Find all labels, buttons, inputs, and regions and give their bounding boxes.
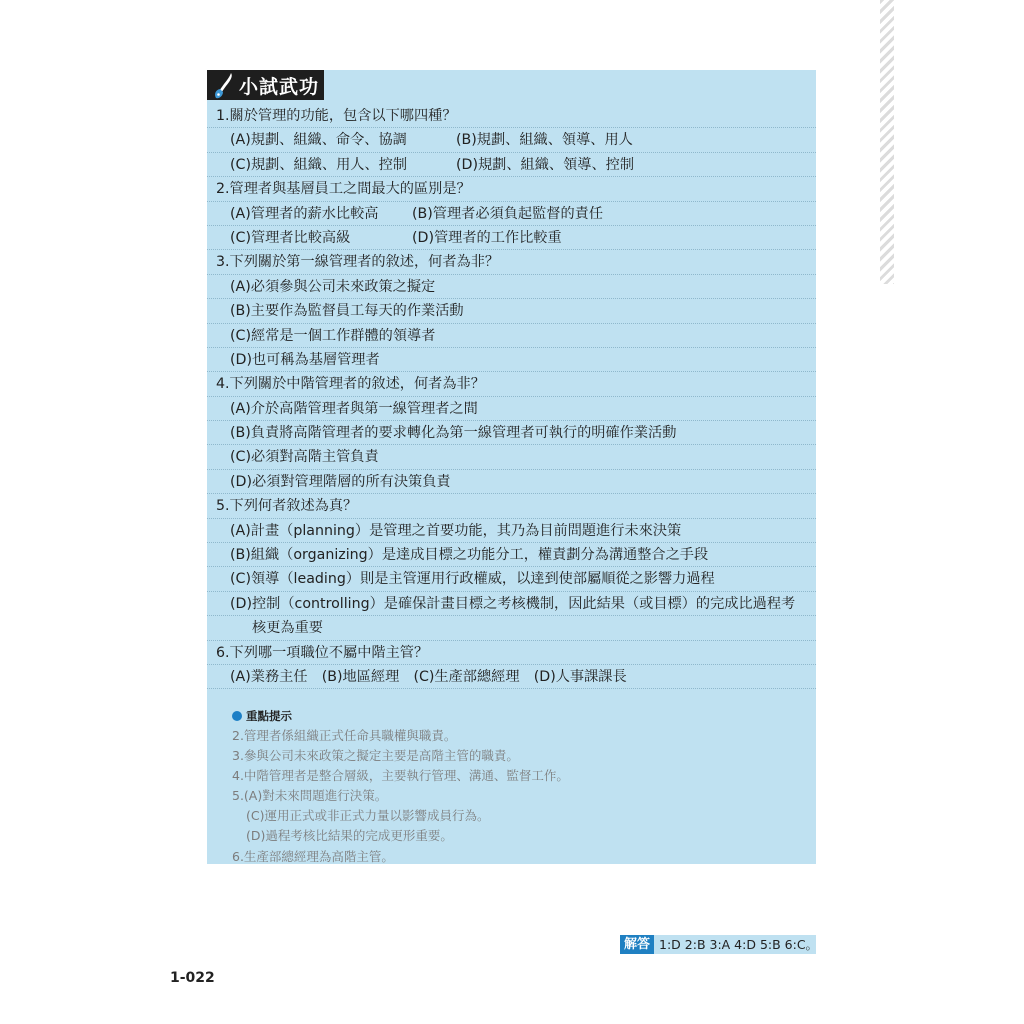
question-2-option-a: (A)管理者的薪水比較高 — [230, 205, 379, 222]
question-5-stem: 5.下列何者敘述為真？ — [207, 494, 816, 518]
key-points-header — [232, 706, 792, 726]
question-2-option-d: (D)管理者的工作比較重 — [412, 229, 562, 246]
question-4-option-a: (A)介於高階管理者與第一線管理者之間 — [207, 397, 816, 421]
key-point-item: 5.(A)對未來問題進行決策。 — [232, 788, 388, 804]
section-title: 小試武功 — [239, 75, 320, 98]
decorative-hatch-stripe — [880, 0, 894, 284]
key-point-item: 6.生產部總經理為高階主管。 — [232, 848, 394, 864]
question-6-stem: 6.下列哪一項職位不屬中階主管？ — [207, 641, 816, 665]
question-1-options-row-2 — [207, 153, 816, 177]
pen-nib-icon — [211, 70, 237, 100]
answer-text: 1:D 2:B 3:A 4:D 5:B 6:C。 — [654, 935, 816, 954]
answer-key — [620, 935, 819, 954]
key-points-title: 重點提示 — [246, 709, 292, 723]
section-title-box — [207, 70, 324, 100]
key-point-item: 2.管理者係組織正式任命具職權與職責。 — [232, 728, 457, 743]
question-3-option-c: (C)經常是一個工作群體的領導者 — [207, 324, 816, 348]
question-2-options-row-2 — [207, 226, 816, 250]
question-5-option-d-continuation: 核更為重要 — [207, 616, 816, 640]
key-point-item: (C)運用正式或非正式力量以影響成員行為。 — [246, 808, 490, 824]
question-5-option-d: (D)控制（controlling）是確保計畫目標之考核機制，因此結果（或目標）的完成比過程考 — [207, 592, 816, 616]
question-6-options: (A)業務主任 (B)地區經理 (C)生產部總經理 (D)人事課課長 — [207, 665, 816, 689]
question-4-option-d: (D)必須對管理階層的所有決策負責 — [207, 470, 816, 494]
page-number: 1-022 — [170, 970, 215, 986]
question-4-option-b: (B)負責將高階管理者的要求轉化為第一線管理者可執行的明確作業活動 — [207, 421, 816, 445]
question-3-option-a: (A)必須參與公司未來政策之擬定 — [207, 275, 816, 299]
question-4-stem: 4.下列關於中階管理者的敘述，何者為非？ — [207, 372, 816, 396]
question-1-stem: 1.關於管理的功能，包含以下哪四種？ — [207, 104, 816, 128]
question-2-option-c: (C)管理者比較高級 — [230, 229, 351, 246]
key-point-item: 3.參與公司未來政策之擬定主要是高階主管的職責。 — [232, 748, 519, 764]
question-5-option-c: (C)領導（leading）則是主管運用行政權威，以達到使部屬順從之影響力過程 — [207, 567, 816, 591]
question-5-option-b: (B)組織（organizing）是達成目標之功能分工，權責劃分為溝通整合之手段 — [207, 543, 816, 567]
question-1-options-row-1 — [207, 128, 816, 152]
question-list — [207, 104, 816, 689]
question-2-options-row-1 — [207, 202, 816, 226]
question-4-option-c: (C)必須對高階主管負責 — [207, 445, 816, 469]
question-3-option-d: (D)也可稱為基層管理者 — [207, 348, 816, 372]
question-2-stem: 2.管理者與基層員工之間最大的區別是？ — [207, 177, 816, 201]
key-point-item: (D)過程考核比結果的完成更形重要。 — [246, 828, 453, 844]
question-1-option-b: (B)規劃、組織、領導、用人 — [456, 132, 633, 149]
key-point-item: 4.中階管理者是整合層級，主要執行管理、溝通、監督工作。 — [232, 768, 569, 784]
question-1-option-d: (D)規劃、組織、領導、控制 — [456, 156, 635, 173]
question-1-option-a: (A)規劃、組織、命令、協調 — [230, 132, 407, 149]
answer-label: 解答 — [620, 935, 654, 954]
bullet-dot-icon — [232, 711, 242, 721]
question-3-option-b: (B)主要作為監督員工每天的作業活動 — [207, 299, 816, 323]
question-5-option-a: (A)計畫（planning）是管理之首要功能，其乃為目前問題進行未來決策 — [207, 519, 816, 543]
key-points-list — [232, 726, 792, 867]
key-points-section — [232, 706, 792, 867]
question-1-option-c: (C)規劃、組織、用人、控制 — [230, 156, 408, 173]
question-3-stem: 3.下列關於第一線管理者的敘述，何者為非？ — [207, 250, 816, 274]
question-2-option-b: (B)管理者必須負起監督的責任 — [412, 205, 604, 222]
